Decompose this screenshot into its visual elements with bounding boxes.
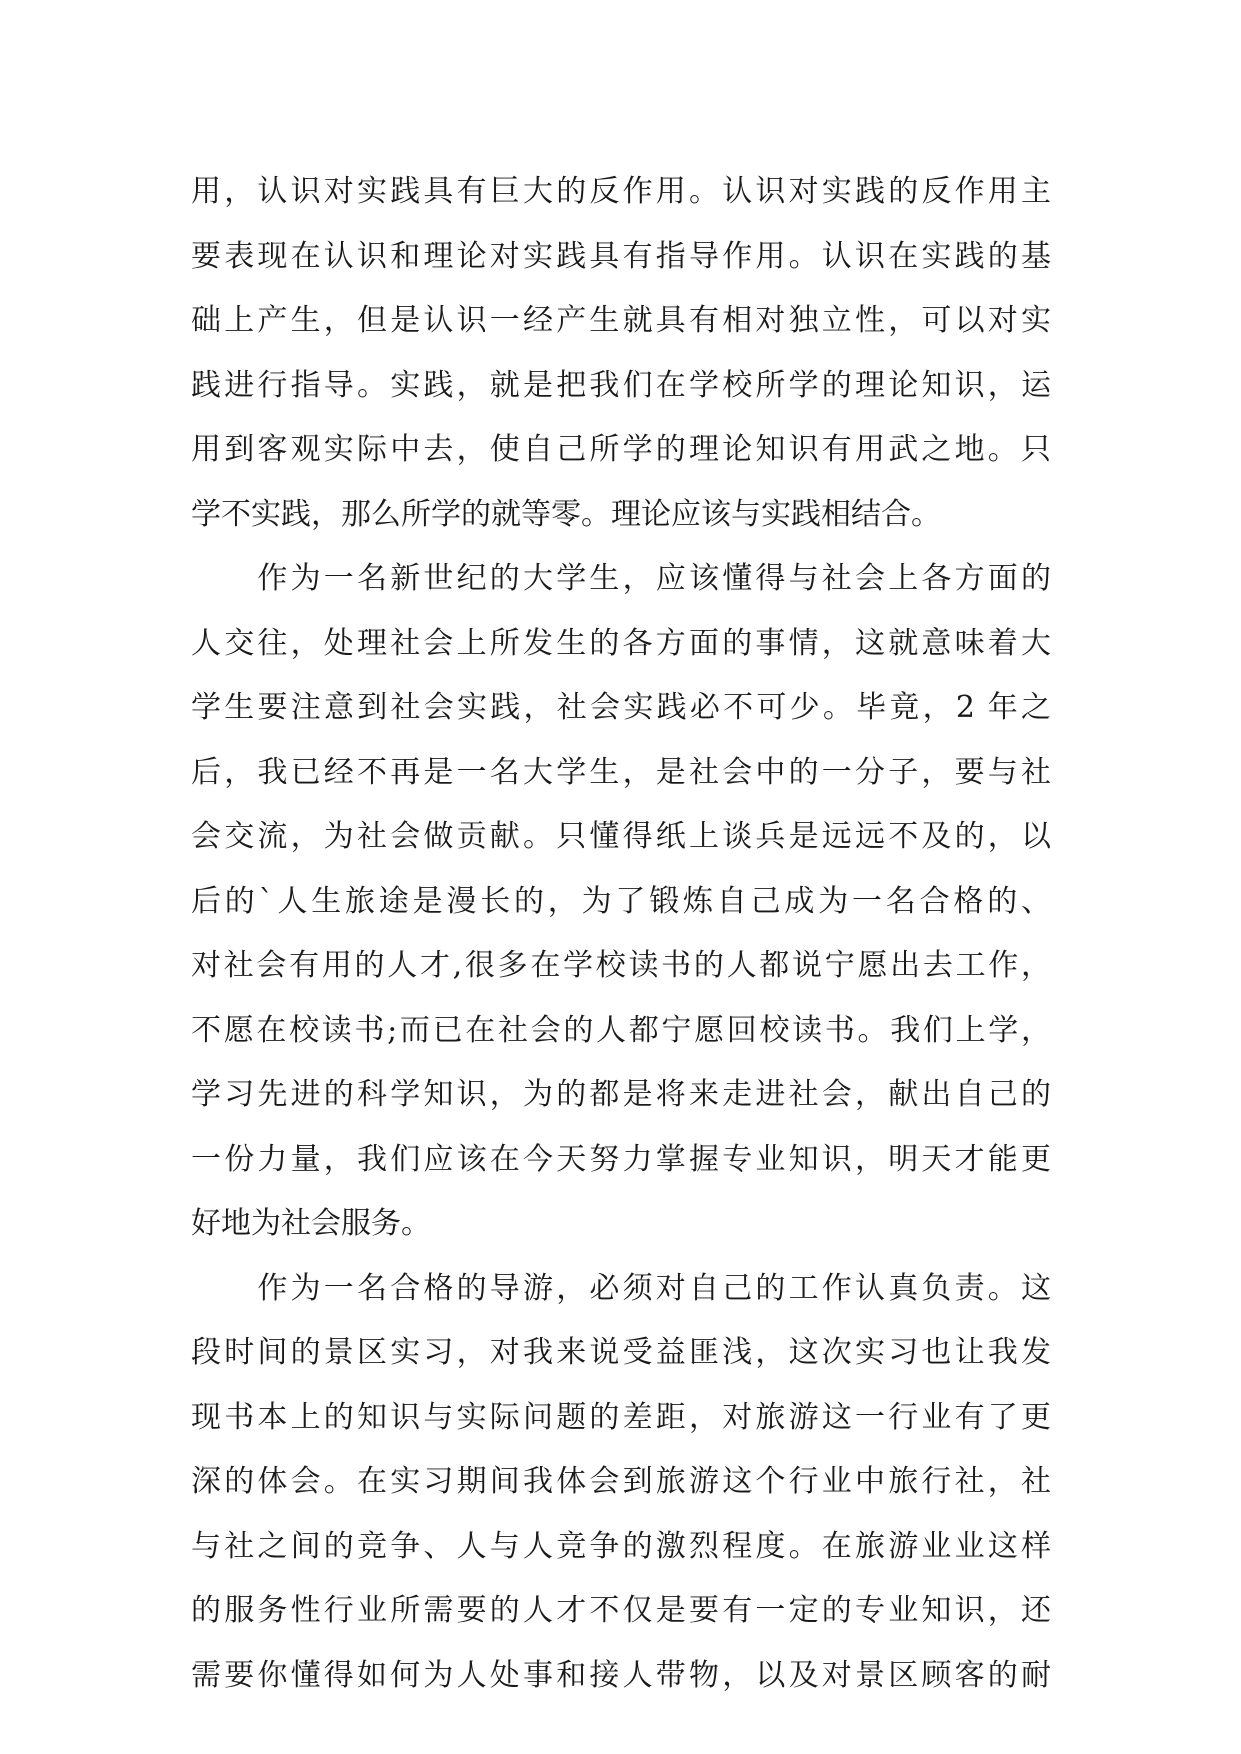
text-line: 不愿在校读书;而已在社会的人都宁愿回校读书。我们上学， <box>191 1012 1051 1048</box>
text-line: 础上产生，但是认识一经产生就具有相对独立性，可以对实 <box>191 303 1051 338</box>
text-line: 用到客观实际中去，使自己所学的理论知识有用武之地。只 <box>191 432 1051 467</box>
text-line: 会交流，为社会做贡献。只懂得纸上谈兵是远远不及的，以 <box>191 819 1051 854</box>
text-line: 与社之间的竞争、人与人竞争的激烈程度。在旅游业业这样 <box>191 1528 1051 1564</box>
text-line: 人交往，处理社会上所发生的各方面的事情，这就意味着大 <box>191 625 1051 661</box>
text-line: 后的`人生旅途是漫长的，为了锻炼自己成为一名合格的、 <box>191 883 1051 919</box>
paragraph-start-line: 作为一名合格的导游，必须对自己的工作认真负责。这 <box>191 1270 1051 1306</box>
text-line: 一份力量，我们应该在今天努力掌握专业知识，明天才能更 <box>191 1141 1051 1177</box>
paragraph-end-line: 好地为社会服务。 <box>191 1206 431 1241</box>
text-line: 后，我已经不再是一名大学生，是社会中的一分子，要与社 <box>191 754 1051 790</box>
text-line: 的服务性行业所需要的人才不仅是要有一定的专业知识，还 <box>191 1593 1051 1628</box>
text-line: 现书本上的知识与实际问题的差距，对旅游这一行业有了更 <box>191 1399 1051 1435</box>
text-line: 段时间的景区实习，对我来说受益匪浅，这次实习也让我发 <box>191 1335 1051 1370</box>
document-body <box>191 160 1051 1708</box>
text-line: 深的体会。在实习期间我体会到旅游这个行业中旅行社，社 <box>191 1464 1051 1499</box>
text-line: 用，认识对实践具有巨大的反作用。认识对实践的反作用主 <box>191 174 1051 209</box>
text-line: 要表现在认识和理论对实践具有指导作用。认识在实践的基 <box>191 238 1051 274</box>
text-line: 践进行指导。实践，就是把我们在学校所学的理论知识，运 <box>191 367 1051 403</box>
text-line: 对社会有用的人才,很多在学校读书的人都说宁愿出去工作， <box>191 948 1051 983</box>
paragraph-end-line: 学不实践，那么所学的就等零。理论应该与实践相结合。 <box>191 496 941 532</box>
text-line: 学生要注意到社会实践，社会实践必不可少。毕竟，2 年之 <box>191 690 1051 725</box>
paragraph-start-line: 作为一名新世纪的大学生，应该懂得与社会上各方面的 <box>191 561 1051 596</box>
text-line: 需要你懂得如何为人处事和接人带物，以及对景区顾客的耐 <box>191 1657 1051 1693</box>
text-line: 学习先进的科学知识，为的都是将来走进社会，献出自己的 <box>191 1077 1051 1112</box>
